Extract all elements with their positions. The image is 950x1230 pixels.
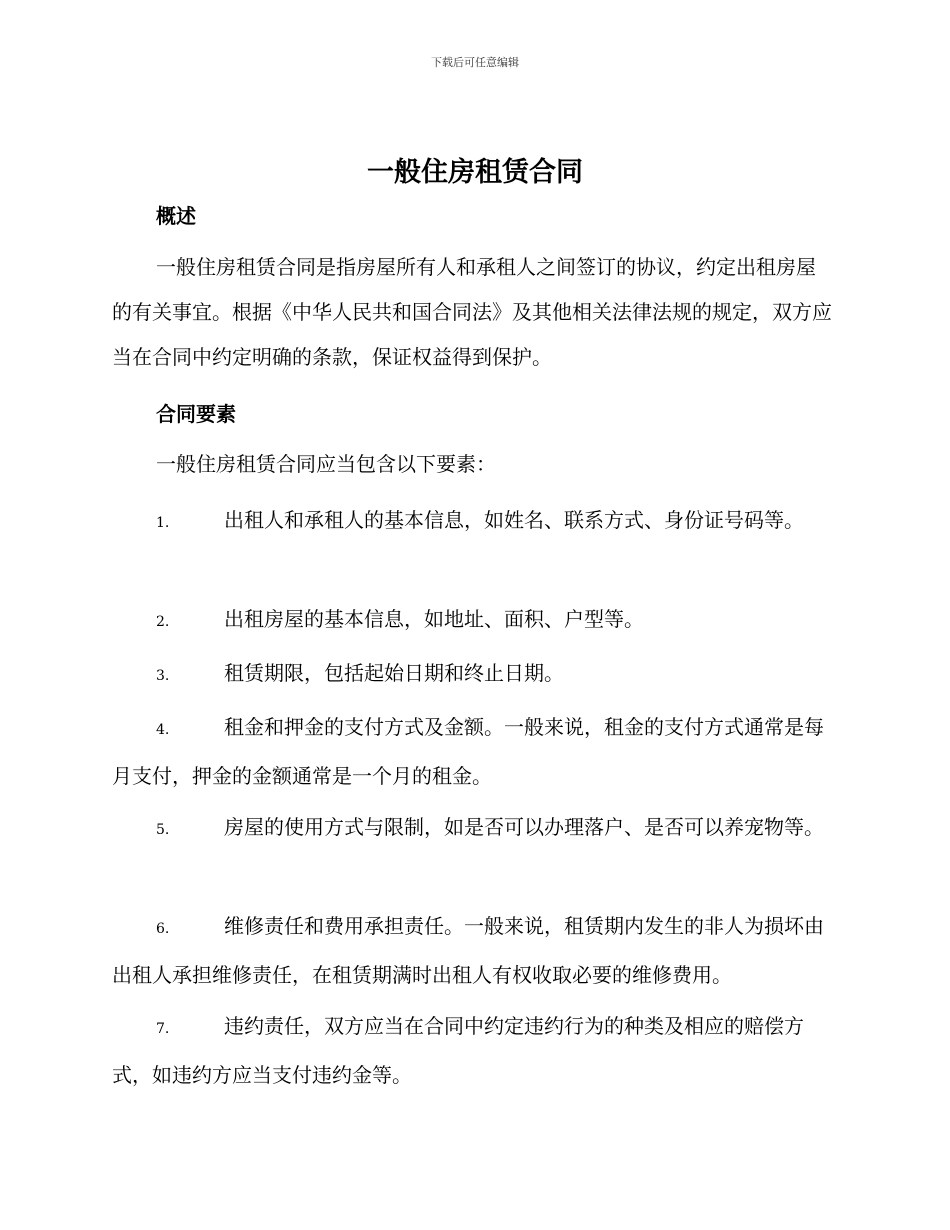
section-heading-overview: 概述 — [156, 204, 196, 228]
list-item-text: 租赁期限，包括起始日期和终止日期。 — [224, 661, 564, 685]
list-item-text: 房屋的使用方式与限制，如是否可以办理落户、是否可以养宠物等。 — [224, 815, 824, 839]
document-title: 一般住房租赁合同 — [367, 157, 583, 188]
overview-paragraph: 一般住房租赁合同是指房屋所有人和承租人之间签订的协议，约定出租房屋的有关事宜。根据《中华人民共和国合同法》及其他相关法律法规的规定，双方应当在合同中约定明确的条款，保证权益得到保护。 — [112, 255, 832, 369]
list-item-text: 维修责任和费用承担责任。一般来说，租赁期内发生的非人为损坏由出租人承担维修责任，在租赁期满时出租人有权收取必要的维修费用。 — [112, 914, 824, 987]
list-item-text: 违约责任，双方应当在合同中约定违约行为的种类及相应的赔偿方式，如违约方应当支付违约金等。 — [112, 1014, 804, 1087]
list-item — [112, 497, 834, 546]
list-item — [112, 1003, 834, 1098]
list-item — [112, 903, 834, 998]
list-item-number: 6. — [156, 921, 170, 937]
list-item-text: 租金和押金的支付方式及金额。一般来说，租金的支付方式通常是每月支付，押金的金额通常是一个月的租金。 — [112, 715, 824, 788]
list-item — [112, 704, 834, 799]
list-item-number: 4. — [156, 722, 170, 738]
list-item — [112, 650, 834, 699]
list-item-text: 出租房屋的基本信息，如地址、面积、户型等。 — [224, 607, 644, 631]
list-item-number: 5. — [156, 822, 170, 838]
elements-intro: 一般住房租赁合同应当包含以下要素： — [156, 452, 496, 476]
section-heading-elements: 合同要素 — [156, 402, 236, 426]
list-item-number: 1. — [156, 515, 170, 531]
list-item — [112, 804, 834, 853]
list-item-text: 出租人和承租人的基本信息，如姓名、联系方式、身份证号码等。 — [224, 508, 804, 532]
page-header-note: 下载后可任意编辑 — [431, 56, 519, 69]
list-item-number: 7. — [156, 1021, 170, 1037]
list-item-number: 3. — [156, 668, 170, 684]
list-item — [112, 596, 834, 645]
list-item-number: 2. — [156, 614, 170, 630]
